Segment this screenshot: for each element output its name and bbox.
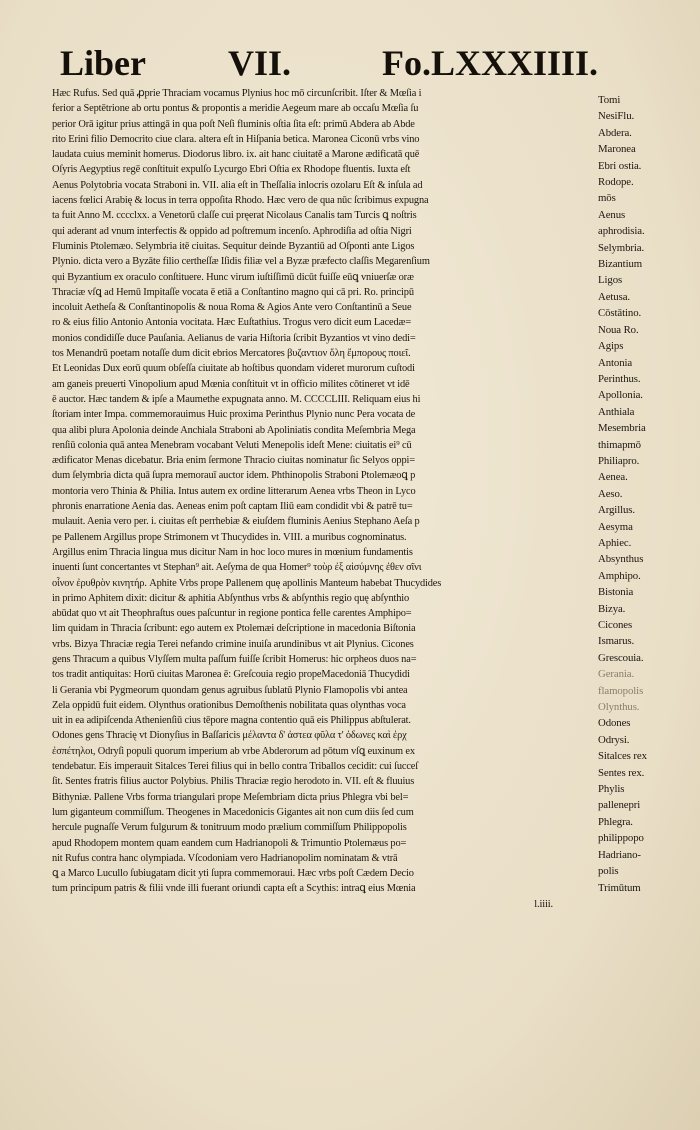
margin-note: Trimūtum [598,881,641,894]
margin-note: Anthiala [598,405,635,418]
text-line: lim quidam in Thracia ſcribunt: ego autem ex Ptolemæi deſcriptione in macedonia Biſtonia [52,623,416,635]
text-line: li Gerania vbi Pygmeorum quondam genus agruibus ſublatū Plynio Flamopolis vbi antea [52,684,408,696]
margin-note: Ismarus. [598,635,635,648]
margin-note: Noua Ro. [598,323,639,336]
margin-note: Odrysi. [598,733,630,746]
margin-note: flamopolis [598,684,644,697]
margin-note: thimapmō [598,438,641,451]
margin-note: mōs [598,192,616,205]
margin-note: Amphipo. [598,569,641,582]
signature-mark: l.iiii. [534,898,553,910]
text-line: renſiū colonia quā antea Menebram vocabant Veluti Menepolis ideſt Mene: ciuitatis ei⁹ cū [52,439,412,451]
text-line: uit in ea adipiſcenda Athenienſiū cius tēpore magna contentio quā eis Philippus abſtulerat. [52,715,411,727]
running-head: Liber [60,43,146,83]
page-header [60,40,620,90]
text-line: dum ſelymbria dicta quā ſupra memorauī auctor idem. Phthinopolis Straboni Ptolemæoꝗ p [52,470,416,482]
margin-note: Cicones [598,619,633,631]
margin-note: Absynthus [598,553,644,566]
margin-note: Ligos [598,274,623,287]
text-line: montoria vero Thinia & Philia. Intus autem ex ordine litterarum Aenea vrbs Theon in Lyco [52,485,416,497]
margin-note: Aphiec. [598,536,632,549]
text-line: lum giganteum commiſſum. Theogenes in Macedonicis Gigantes ait non cum diis ſed cum [52,806,414,818]
margin-note: Rodope. [598,176,634,189]
text-line: incoluit Aetheſa & Conſtantinopolis & noua Roma & Agios Ante vero Conſtantinū a Seue [52,302,412,314]
margin-note: Selymbria. [598,241,645,254]
margin-note: Odones [598,717,631,730]
margin-note: NesiFlu. [598,110,635,123]
margin-note: Agips [598,340,624,353]
margin-note: pallenepri [598,799,641,812]
text-line: ædificator Menas dicebatur. Bria enim ſermone Thracio ciuitas nominatur ſic Selyos oppi= [52,455,415,467]
margin-note: Cōstātino. [598,307,642,320]
margin-note: Grescouia. [598,651,644,664]
text-line: qua alibi plura Apolonia deinde Anchiala Straboni ab Apoliniatis condita Meſembria Mega [52,424,416,436]
folio-number: Fo.LXXXIIII. [382,43,599,83]
text-line: hercule pugnaſſe Verum fulgurum & tonitruum modo prælium commiſſum Philippopolis [52,822,407,834]
margin-note: Argillus. [598,504,635,517]
margin-note: Aenus [598,208,626,221]
margin-note: Aeso. [598,487,623,500]
text-line: Aenus Polytobria vocata Straboni in. VII. alia eſt in Theſſalia inlocris ozolaru Eſt & inſula ad [52,179,423,191]
margin-note: Sitalces rex [598,750,647,763]
margin-note: polis [598,865,619,878]
text-line: ē auctor. Hæc tandem & ipſe a Maumethe expugnata anno. M. CCCCLIII. Reliquam eius hi [52,393,421,405]
margin-note: Abdera. [598,126,632,139]
text-line: ro & eius filio Antonio Antonia vocitata. Hæc Euſtathius. Trogus vero dicit eum Lacedæ= [52,317,412,329]
text-line: vrbs. Bizya Thraciæ regia Terei nefando crimine inuiſa arundinibus vt ait Plynius. Cicones [52,638,414,650]
text-line: tos Menandrū poetam notaſſe dum dicit ebrios Mercatores βυζαντιον ὅλη ἔμπορους ποιεῖ. [52,348,411,360]
margin-note: Mesembria [598,422,646,435]
margin-note: Tomi [598,94,621,106]
text-line: in primo Aphitem dixit: dicitur & aphitia Abſynthus vrbs & abſynthis regio quę abſynthio [52,592,410,604]
text-line: gens Thracum a quibus Vlyſſem multa paſſum fuiſſe ſcribit Homerus: hic orpheos duos na= [52,653,417,665]
text-line: Zela oppidū fuit eidem. Olynthus orationibus Demoſthenis nobilitata quas olynthas voca [52,699,406,711]
text-line: perior Orā igitur prius attingā in qua poſt Neſi fluminis oſtia ſita eſt: primū Abdera ab Abde [52,118,415,130]
margin-note: Philiapro. [598,454,640,467]
margin-note: Olynthus. [598,701,640,714]
margin-note: Bistonia [598,586,634,599]
margin-note: Apollonia. [598,389,643,402]
text-line: mulauit. Aenia vero per. i. ciuitas eſt perrhebiæ & eiuſdem fluminis Aenius Stephano Aeſa p [52,516,420,528]
margin-note: Phylis [598,783,625,796]
text-line: ſtoriam inter Impa. commemorauimus Huic proxima Perinthus Plynio nunc Pera vocata de [52,409,416,421]
margin-note: Hadriano- [598,848,641,861]
margin-note: Aetusa. [598,290,630,303]
text-line: Plynio. dicta vero a Byzāte filio certheſſæ Iſidis filiæ vel a Byzæ præfecto claſſis Megarenſium [52,256,430,268]
text-line: Thraciæ vſꝗ ad Hemū Impitaſſe vocata ē etiā a Conſtantino magno qui cā pri. Ro. principū [52,286,414,298]
text-line: laudata cuius meminit homerus. Diodorus libro. ix. ait hanc ciuitatē a Marone ædificatā quē [52,149,420,161]
margin-note: Bizya. [598,602,626,615]
margin-note: Perinthus. [598,372,641,385]
main-text-column [52,86,567,912]
margin-note: Gerania. [598,668,635,681]
text-line: pe Pallenem Argillus prope Strimonem vt Thucydides in. VIII. a muribus cognominatus. [52,531,407,543]
text-line: tum principum patris & filii vnde illi fuerant oriundi capta eſt a Scythis: intraꝗ eius Mœnia [52,883,416,895]
margin-note: Aesyma [598,520,633,533]
text-line: ἐσπέτηλοι, Odryſi populi quorum imperium ab vrbe Abderorum ad pōtum vſꝗ euxinum ex [52,745,415,757]
text-line: monios condidiſſe duce Pauſania. Aelianus de varia Hiſtoria ſcribit Byzantios vt vino dedi= [52,332,416,344]
text-line: Et Leonidas Dux eorū quum obſeſſa ciuitate ab hoſtibus quondam videret murorum cuſtodi [52,363,415,375]
text-line: οἶνον ἐρυθρὸν κινητήρ. Aphite Vrbs prope Pallenem quę apollinis Manteum habebat Thucydides [52,577,442,589]
text-line: Odones gens Thracię vt Dionyſius in Baſſaricis μέλαντα δ' ἀστεα φῦλα τ' ὀδωνες καὶ ἐρχ [52,730,407,742]
text-line: phronis enarratione Aenia das. Aeneas enim poſt captam Iliū eam condidit vbi & patrē tu= [52,501,413,513]
text-line: ꝗ a Marco Lucullo ſubiugatam dicit yti ſupra commemoraui. Hæc vrbs poſt Cædem Decio [52,868,414,880]
text-line: Bithyniæ. Pallene Vrbs forma triangulari prope Meſembriam dicta prius Phlegra vbi bel= [52,791,409,803]
text-line: ta fuit Anno M. cccclxx. a Venetorū claſſe cui pręerat Nicolaus Canalis tam Turcis ꝗ noſtris [52,210,417,222]
text-line: Oſyris Aegyptius regē conſtituit expulſo Lycurgo Ebri Oſtia ex Rhodope fluentis. Iuxta eſt [52,164,411,176]
text-line: tos tradit antiquitas: Horū ciuitas Maronea ē: Greſcouia regio propeMacedoniā Thucydidi [52,669,410,681]
text-line: Argillus enim Thracia lingua mus dicitur Nam in hoc loco mures in mœnium fundamentis [52,546,413,558]
margin-note: Ebri ostia. [598,159,642,172]
book-number: VII. [228,43,292,83]
margin-note: Aenea. [598,471,628,484]
text-line: abūdat quo vt ait Theophraſtus oues paſcuntur in regione pontica felle carentes Amphipo= [52,608,412,620]
text-line: Hæc Rufus. Sed quā ꝓprie Thraciam vocamus Plynius hoc mō circunſcribit. Iſter & Mœſia i [52,88,422,99]
margin-note: Antonia [598,356,633,369]
margin-note: Maronea [598,143,636,156]
text-line: apud Rhodopem montem quam eandem cum Hadrianopoli & Trimuntio Ptolemæus po= [52,837,407,849]
margin-note: Bizantium [598,258,643,271]
text-line: iacens fœlici Arabię & locus in terra oppoſita Rhodo. Hæc vero de qua nūc ſcribimus expugna [52,195,429,207]
text-line: am ganeis preuerti Vinopolium apud Mœnia conſtituit vt in officio milites cōtineret vt idē [52,378,410,390]
margin-note: philippopo [598,832,644,845]
text-line: tendebatur. Eis imperauit Sitalces Terei filius qui in bello contra Triballos cecidit: cui ſucceſ [52,761,419,773]
text-line: nit Rufus contra hanc olympiada. Vſcodoniam vero Hadrianopolim nominatam & vtrā [52,852,398,864]
text-line: inuenti ſunt concertantes vt Stephan⁹ ait. Aeſyma de qua Homer⁹ τοὺρ ἐξ αἰσύμνης ἐθεν σῖνι [52,562,422,574]
margin-note: Phlegra. [598,815,633,828]
text-line: qui Byzantium ex oraculo conſtituere. Hunc virum iuſtiſſimū dicūt fuiſſe eūꝗ vniuerſæ oræ [52,271,414,283]
text-line: ſit. Sentes fratris filius auctor Polybius. Philis Thraciæ regio herodoto in. VII. eſt & fluuius [52,776,415,788]
text-line: Fluminis Ptolemæo. Selymbria itē ciuitas. Sequitur deinde Byzantiū ad Oſponti ante Ligos [52,240,415,252]
text-line: qui aderant ad vnum interfectis & oppido ad poſtremum incenſo. Aphrodiſia ad oſtia Nigri [52,225,412,237]
margin-note: Sentes rex. [598,766,645,779]
text-line: ferior a Septētrione ab ortu pontus & propontis a meridie Aegeum mare ab occaſu Mœſia ſu [52,103,419,115]
margin-notes-column [598,92,678,896]
text-line: rito Erini filio Democrito ciue clara. altera eſt in Hiſpania betica. Maronea Ciconū vrbs vino [52,133,420,145]
margin-note: aphrodisia. [598,225,645,238]
